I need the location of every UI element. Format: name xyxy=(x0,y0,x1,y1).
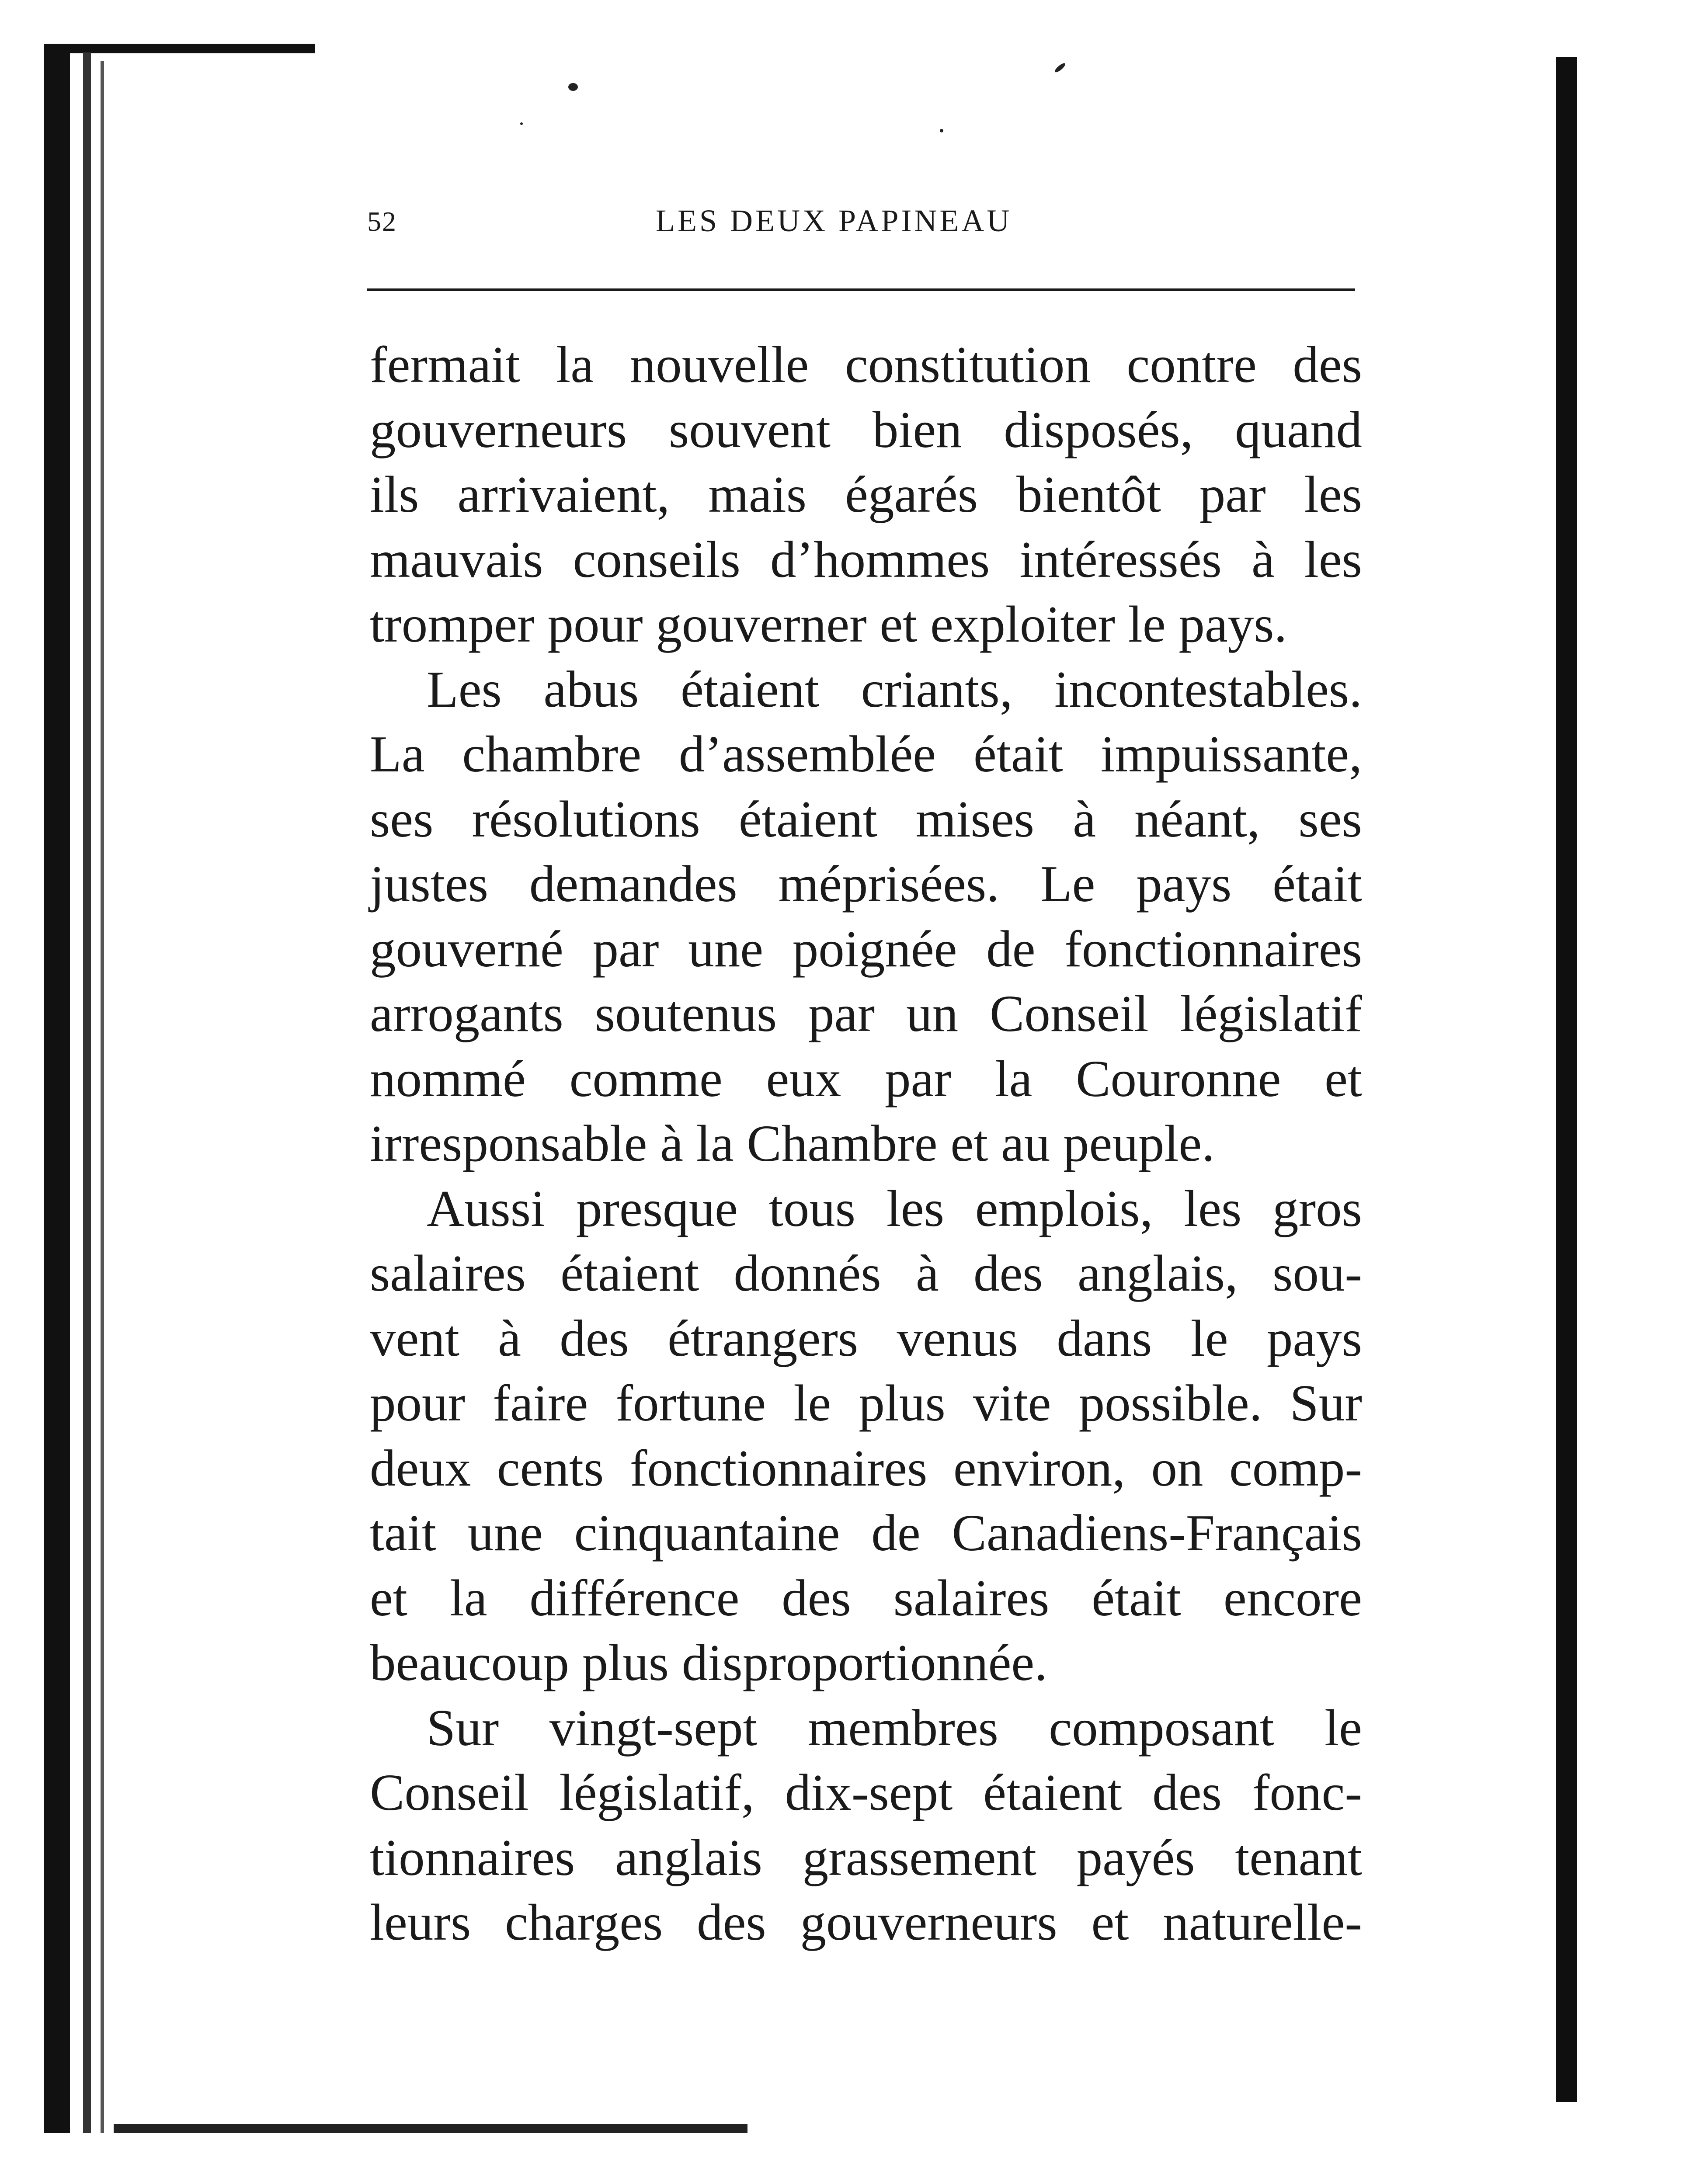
scan-speck xyxy=(940,129,943,132)
text-line: fermait la nouvelle constitution contre des xyxy=(370,336,1362,393)
running-title: LES DEUX PAPINEAU xyxy=(656,203,1012,238)
header-rule xyxy=(367,288,1355,291)
text-line: ils arrivaient, mais égarés bientôt par les xyxy=(370,465,1362,523)
text-line: tionnaires anglais grassement payés tenant xyxy=(370,1828,1362,1886)
text-line: pour faire fortune le plus vite possible. Sur xyxy=(370,1374,1362,1432)
text-line: Les abus étaient criants, incontestables. xyxy=(427,660,1362,718)
running-header xyxy=(367,197,1355,245)
text-line: tait une cinquantaine de Canadiens-Français xyxy=(370,1504,1362,1562)
text-line: et la différence des salaires était encore xyxy=(370,1569,1362,1627)
text-line: vent à des étrangers venus dans le pays xyxy=(370,1309,1362,1367)
body-text xyxy=(370,332,1362,1955)
scan-edge-right xyxy=(1556,57,1577,2102)
page-number: 52 xyxy=(367,206,397,237)
scan-edge-left-middle xyxy=(83,52,91,2133)
scan-edge-left-inner xyxy=(101,61,104,2133)
text-line: Conseil législatif, dix-sept étaient des fonc- xyxy=(370,1764,1362,1821)
text-line: ses résolutions étaient mises à néant, ses xyxy=(370,790,1362,848)
scan-speck xyxy=(520,122,523,125)
text-line: gouverné par une poignée de fonctionnaires xyxy=(370,920,1362,978)
scan-edge-bottom xyxy=(114,2124,747,2133)
text-line: justes demandes méprisées. Le pays était xyxy=(370,855,1362,913)
text-line: deux cents fonctionnaires environ, on comp- xyxy=(370,1439,1362,1497)
text-line: nommé comme eux par la Couronne et xyxy=(370,1049,1362,1108)
text-line: gouverneurs souvent bien disposés, quand xyxy=(370,400,1362,458)
text-line: arrogants soutenus par un Conseil législatif xyxy=(370,985,1362,1042)
scan-speck xyxy=(1053,62,1066,74)
scan-edge-left-outer xyxy=(44,44,70,2133)
scan-edge-top xyxy=(44,44,315,53)
text-line: Sur vingt-sept membres composant le xyxy=(427,1698,1362,1757)
text-line: tromper pour gouverner et exploiter le pays. xyxy=(370,595,1287,653)
text-line: salaires étaient donnés à des anglais, sou- xyxy=(370,1244,1362,1302)
text-line: mauvais conseils d’hommes intéressés à les xyxy=(370,530,1362,588)
text-line: leurs charges des gouverneurs et naturelle- xyxy=(370,1893,1362,1951)
text-line: La chambre d’assemblée était impuissante, xyxy=(370,725,1362,783)
text-line: beaucoup plus disproportionnée. xyxy=(370,1634,1047,1691)
text-line: irresponsable à la Chambre et au peuple. xyxy=(370,1115,1215,1172)
text-line: Aussi presque tous les emplois, les gros xyxy=(427,1179,1362,1237)
scan-speck xyxy=(568,83,578,91)
